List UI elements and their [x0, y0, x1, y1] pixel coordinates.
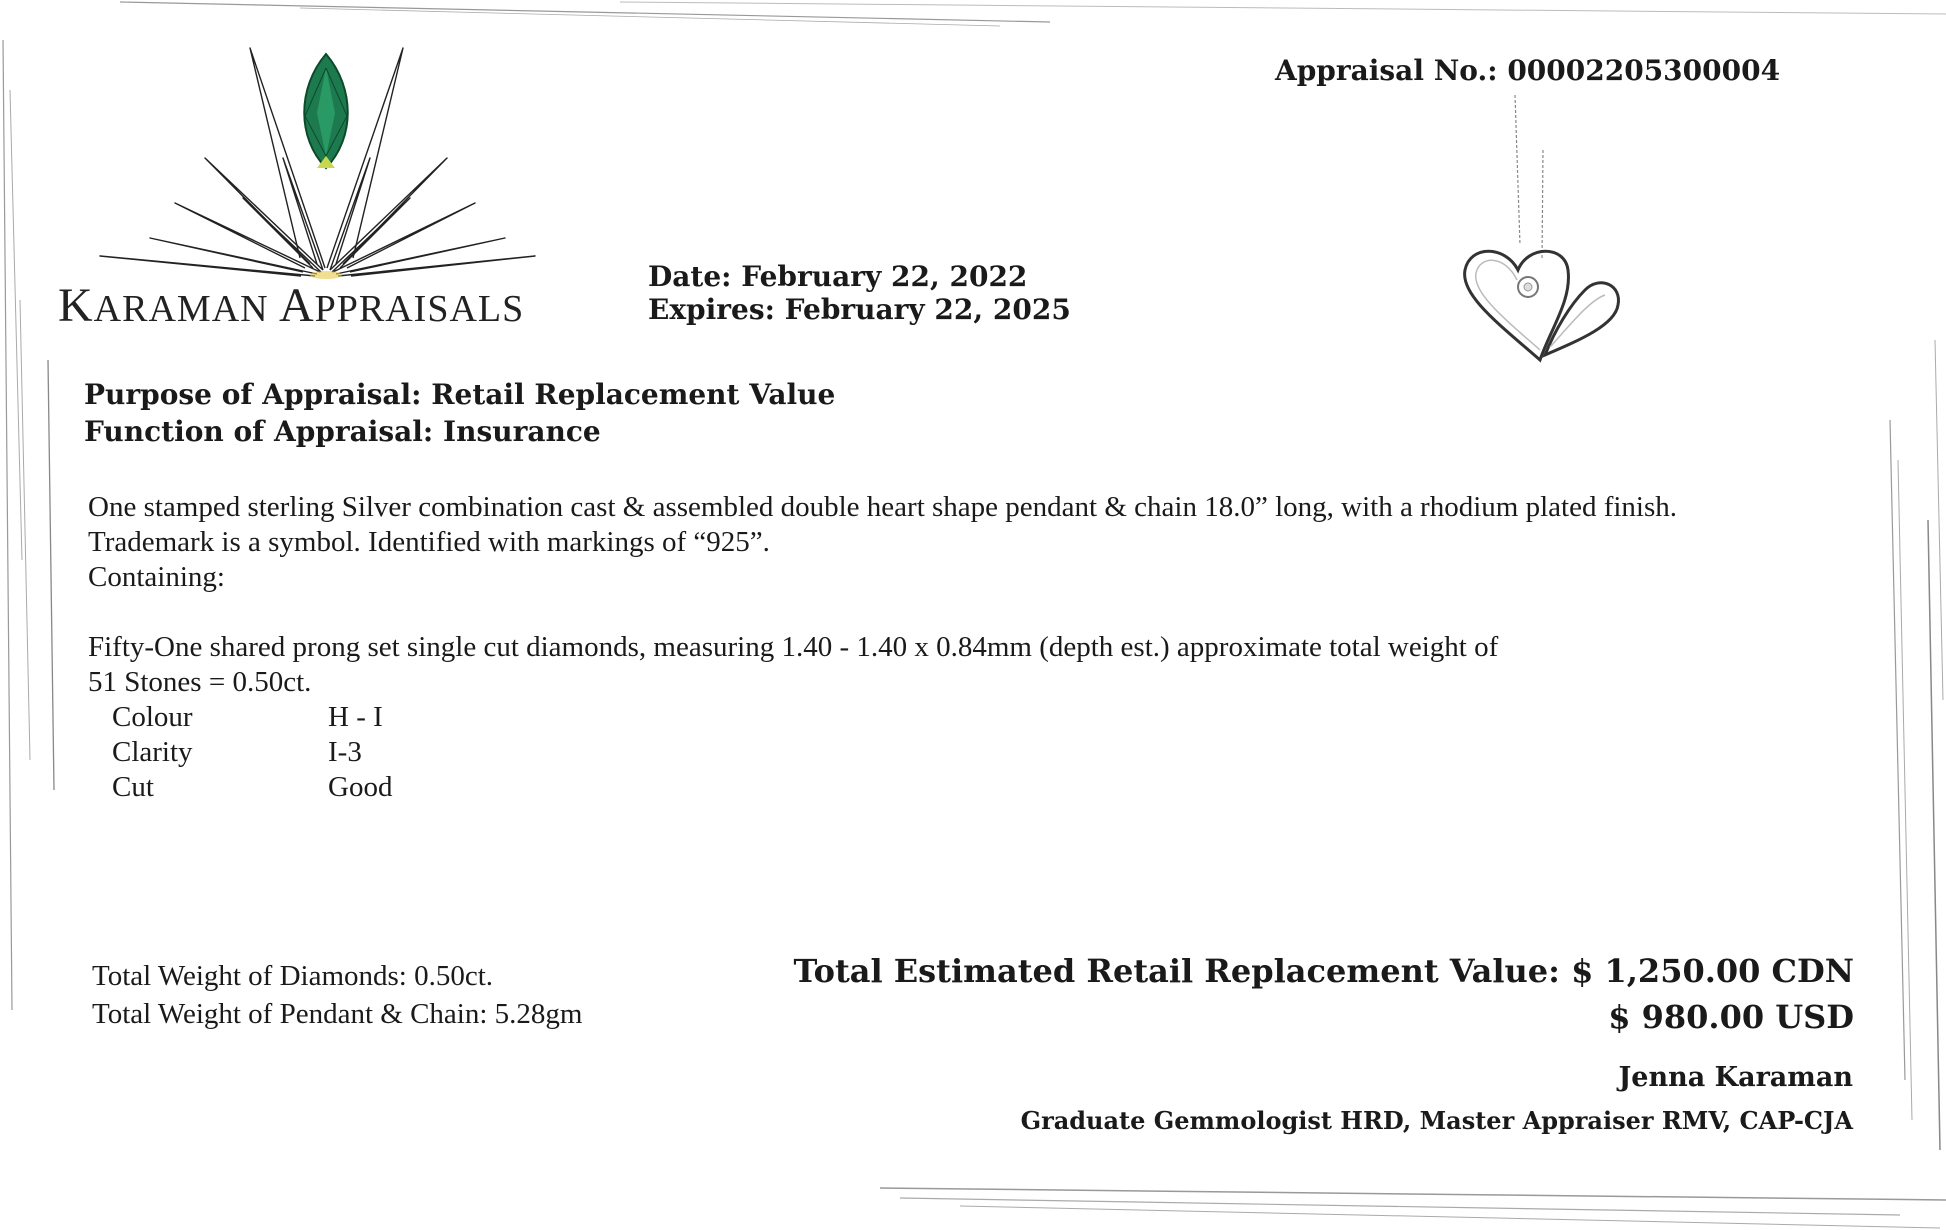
pendant-chain-weight: Total Weight of Pendant & Chain: 5.28gm: [92, 998, 583, 1030]
appraiser-credentials: Graduate Gemmologist HRD, Master Appraiser RMV, CAP-CJA: [1020, 1106, 1853, 1135]
company-name-rest-2: PPRAISALS: [314, 288, 525, 330]
expiry-date: Expires: February 22, 2025: [648, 293, 1071, 326]
grade-row-clarity: [88, 735, 1868, 770]
signature-block: [1021, 1058, 1853, 1144]
description-line: Trademark is a symbol. Identified with markings of “925”.: [88, 526, 770, 558]
diamond-stone-count: 51 Stones = 0.50ct.: [88, 666, 312, 698]
grade-label: Clarity: [112, 736, 193, 768]
function-line: Function of Appraisal: Insurance: [84, 415, 601, 448]
appraiser-name: Jenna Karaman: [1618, 1062, 1853, 1093]
grade-row-cut: [88, 770, 1868, 805]
grade-value: H - I: [328, 701, 383, 733]
appraisal-date: Date: February 22, 2022: [648, 260, 1028, 293]
purpose-block: [84, 376, 835, 450]
description-line: Containing:: [88, 561, 225, 593]
total-value-cdn: Total Estimated Retail Replacement Value: $ 1,250.00 CDN: [793, 952, 1854, 990]
purpose-line: Purpose of Appraisal: Retail Replacement Value: [84, 378, 836, 411]
grade-value: I-3: [328, 736, 362, 768]
grade-label: Cut: [112, 771, 154, 803]
item-description: [88, 490, 1888, 595]
description-line: One stamped sterling Silver combination cast & assembled double heart shape pendant & chain 18.0” long, with a rhodium plated finish.: [88, 491, 1677, 523]
total-value-usd: $ 980.00 USD: [1608, 998, 1854, 1036]
date-block: [648, 260, 1071, 326]
company-name-initial-2: A: [278, 279, 315, 332]
appraisal-number: Appraisal No.: 00002205300004: [1275, 54, 1781, 87]
value-block: [793, 948, 1854, 1040]
company-name-rest: ARAMAN: [93, 288, 269, 330]
company-name-initial: K: [58, 279, 94, 332]
pendant-photo: [1440, 95, 1640, 395]
company-name: [58, 278, 524, 333]
grade-row-colour: [88, 700, 1868, 735]
diamond-description: Fifty-One shared prong set single cut diamonds, measuring 1.40 - 1.40 x 0.84mm (depth est.) approximate total weight of: [88, 631, 1499, 663]
grade-label: Colour: [112, 701, 193, 733]
grade-value: Good: [328, 771, 393, 803]
diamond-weight: Total Weight of Diamonds: 0.50ct.: [92, 960, 494, 992]
weights-block: [92, 957, 582, 1033]
diamond-details: [88, 630, 1868, 805]
